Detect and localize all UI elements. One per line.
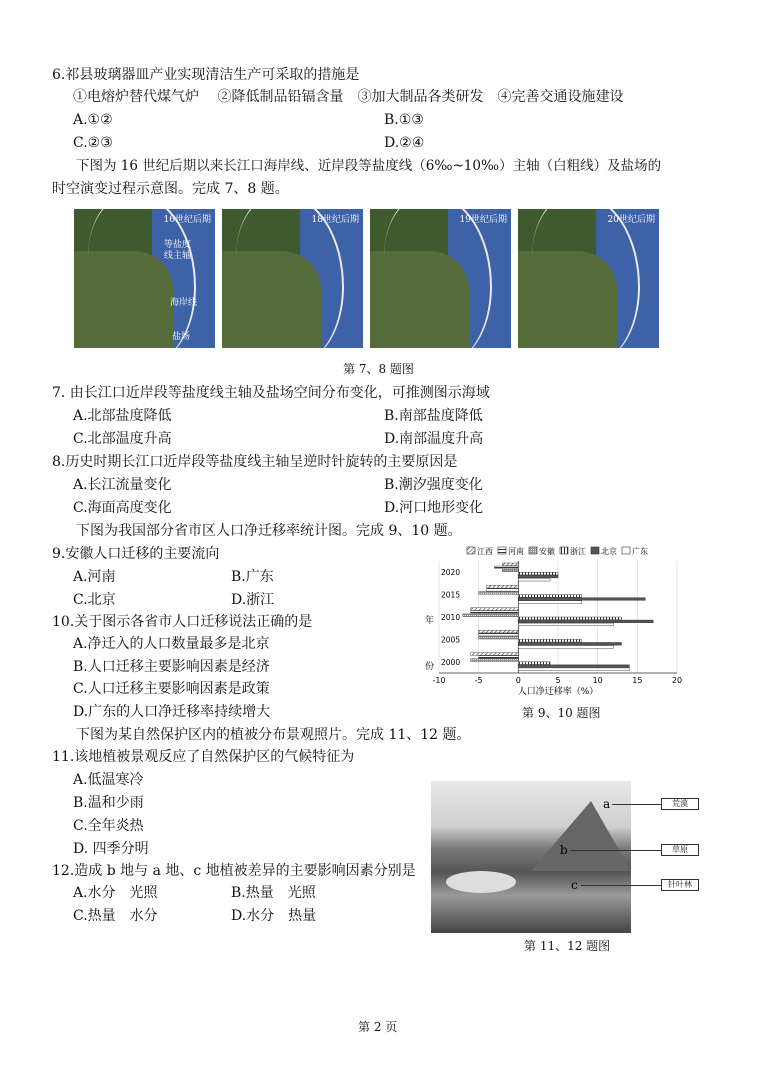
bar-江西-2020 [502,563,518,566]
photo-label-a: a [603,797,611,811]
bar-安徽-2020 [502,569,518,572]
bar-江西-2000 [471,653,519,656]
y-axis-label: 份 [425,662,435,672]
photo-box-conifer: 针叶林 [661,879,699,891]
q12-option-a: A.水分 光照 [73,885,158,901]
legend-swatch [591,547,599,554]
migration-rate-chart [425,545,695,695]
q6-option-b: B.①③ [384,112,424,128]
vegetation-photo [431,781,631,933]
bar-河南-2020 [495,566,519,569]
legend-label: 北京 [601,547,617,556]
q9-option-c: C.北京 [73,592,116,608]
q9-option-a: A.河南 [73,569,116,585]
bar-江西-2015 [487,585,519,588]
q9-option-d: D.浙江 [231,592,275,608]
y-tick-label: 2000 [441,657,461,667]
legend-label: 浙江 [570,547,586,556]
legend-swatch [467,547,475,554]
fig78-caption: 第 7、8 题图 [343,362,414,376]
intro78-line2: 时空演变过程示意图。完成 7、8 题。 [52,181,289,197]
y-tick-label: 2020 [441,568,461,578]
photo-box-grassland: 草原 [661,844,699,856]
q8-stem: 8.历史时期长江口近岸段等盐度线主轴呈逆时针旋转的主要原因是 [52,454,458,470]
legend-label: 广东 [632,547,648,556]
x-axis-label: 人口净迁移率（%） [517,687,599,695]
map-period-label: 20世纪后期 [607,215,655,225]
bar-广东-2010 [518,623,613,626]
legend-swatch [622,547,630,554]
q8-option-d: D.河口地形变化 [384,500,484,516]
bar-江西-2010 [471,608,519,611]
bar-安徽-2010 [463,614,519,617]
y-tick-label: 2005 [441,635,461,645]
x-tick-label: 5 [555,676,561,685]
bar-浙江-2015 [518,595,581,598]
q7-option-b: B.南部盐度降低 [384,408,483,424]
map-18th-century [222,209,363,348]
x-tick-label: 20 [671,676,683,685]
bar-北京-2000 [518,665,629,668]
photo-label-b: b [560,843,568,857]
bar-北京-2010 [518,620,653,623]
bar-浙江-2010 [518,617,621,620]
bar-广东-2000 [518,668,629,671]
map-period-label: 16世纪后期 [163,215,211,225]
map-period-label: 19世纪后期 [459,215,507,225]
intro910: 下图为我国部分省市区人口净迁移率统计图。完成 9、10 题。 [76,523,462,539]
q11-option-b: B.温和少雨 [73,795,144,811]
legend-swatch [498,547,506,554]
q12-stem: 12.造成 b 地与 a 地、c 地植被差异的主要影响因素分别是 [52,863,416,879]
y-tick-label: 2010 [441,613,461,622]
q9-option-b: B.广东 [231,569,274,585]
bar-江西-2005 [479,630,519,633]
photo-box-desert: 荒漠 [661,798,699,810]
legend-label: 江西 [477,547,493,556]
q10-option-d: D.广东的人口净迁移率持续增大 [73,704,271,720]
q10-stem: 10.关于图示各省市人口迁移说法正确的是 [52,614,313,630]
q7-stem: 7. 由长江口近岸段等盐度线主轴及盐场空间分布变化，可推测图示海域 [52,385,490,401]
y-axis-label: 年 [425,616,435,626]
q11-option-a: A.低温寒冷 [73,772,144,788]
bar-北京-2015 [518,598,645,601]
bar-安徽-2005 [479,636,519,639]
bar-浙江-2000 [518,662,550,665]
q8-option-b: B.潮汐强度变化 [384,477,483,493]
q12-option-b: B.热量 光照 [231,885,316,901]
map-16th-century: 16世纪后期 等盐度 线主轴 海岸线 盐场 [74,209,215,348]
map-period-label: 18世纪后期 [311,215,359,225]
bar-安徽-2015 [479,592,519,595]
x-tick-label: 0 [515,676,521,685]
legend-label: 安徽 [539,547,555,556]
map-20th-century [518,209,659,348]
legend-swatch [529,547,537,554]
q7-option-d: D.南部温度升高 [384,431,484,447]
chart-caption: 第 9、10 题图 [522,706,601,720]
bar-浙江-2020 [518,572,558,575]
bar-河南-2005 [479,633,519,636]
intro78-line1: 下图为 16 世纪后期以来长江口海岸线、近岸段等盐度线（6‰~10‰）主轴（白粗线）及盐场的 [76,158,662,174]
q8-option-a: A.长江流量变化 [73,477,172,493]
q11-stem: 11.该地植被景观反应了自然保护区的气候特征为 [52,749,355,765]
x-tick-label: 10 [592,676,603,685]
q6-option-d: D.②④ [384,135,425,151]
intro1112: 下图为某自然保护区内的植被分布景观照片。完成 11、12 题。 [76,727,471,743]
bar-安徽-2000 [471,659,519,662]
q11-option-d: D. 四季分明 [73,841,149,857]
bar-广东-2020 [518,578,550,581]
bar-河南-2015 [487,588,519,591]
bar-浙江-2005 [518,639,581,642]
q6-items: ①电熔炉替代煤气炉 ②降低制品铅镉含量 ③加大制品各类研发 ④完善交通设施建设 [73,89,624,105]
photo-caption: 第 11、12 题图 [524,939,611,953]
q11-option-c: C.全年炎热 [73,818,144,834]
bar-广东-2015 [518,601,581,604]
legend-swatch [560,547,568,554]
q10-option-c: C.人口迁移主要影响因素是政策 [73,681,270,697]
y-tick-label: 2015 [441,590,461,600]
q12-option-c: C.热量 水分 [73,908,158,924]
photo-label-c: c [571,878,578,892]
q10-option-a: A.净迁入的人口数量最多是北京 [73,636,270,652]
bar-广东-2005 [518,646,613,649]
bar-河南-2010 [471,611,519,614]
x-tick-label: -5 [474,676,483,685]
x-tick-label: 15 [632,676,643,685]
q6-stem: 6.祁县玻璃器皿产业实现清洁生产可采取的措施是 [52,67,360,83]
q6-option-a: A.①② [73,112,113,128]
bar-北京-2020 [518,575,558,578]
bar-河南-2000 [479,656,519,659]
q6-option-c: C.②③ [73,135,113,151]
map-19th-century [370,209,511,348]
q12-option-d: D.水分 热量 [231,908,317,924]
q7-option-c: C.北部温度升高 [73,431,172,447]
q9-stem: 9.安徽人口迁移的主要流向 [52,546,220,562]
legend-label: 河南 [508,547,524,556]
q7-option-a: A.北部盐度降低 [73,408,172,424]
bar-北京-2005 [518,642,621,645]
page-number: 第 2 页 [358,1020,398,1034]
x-tick-label: -10 [432,676,446,685]
q8-option-c: C.海面高度变化 [73,500,172,516]
q10-option-b: B.人口迁移主要影响因素是经济 [73,659,270,675]
